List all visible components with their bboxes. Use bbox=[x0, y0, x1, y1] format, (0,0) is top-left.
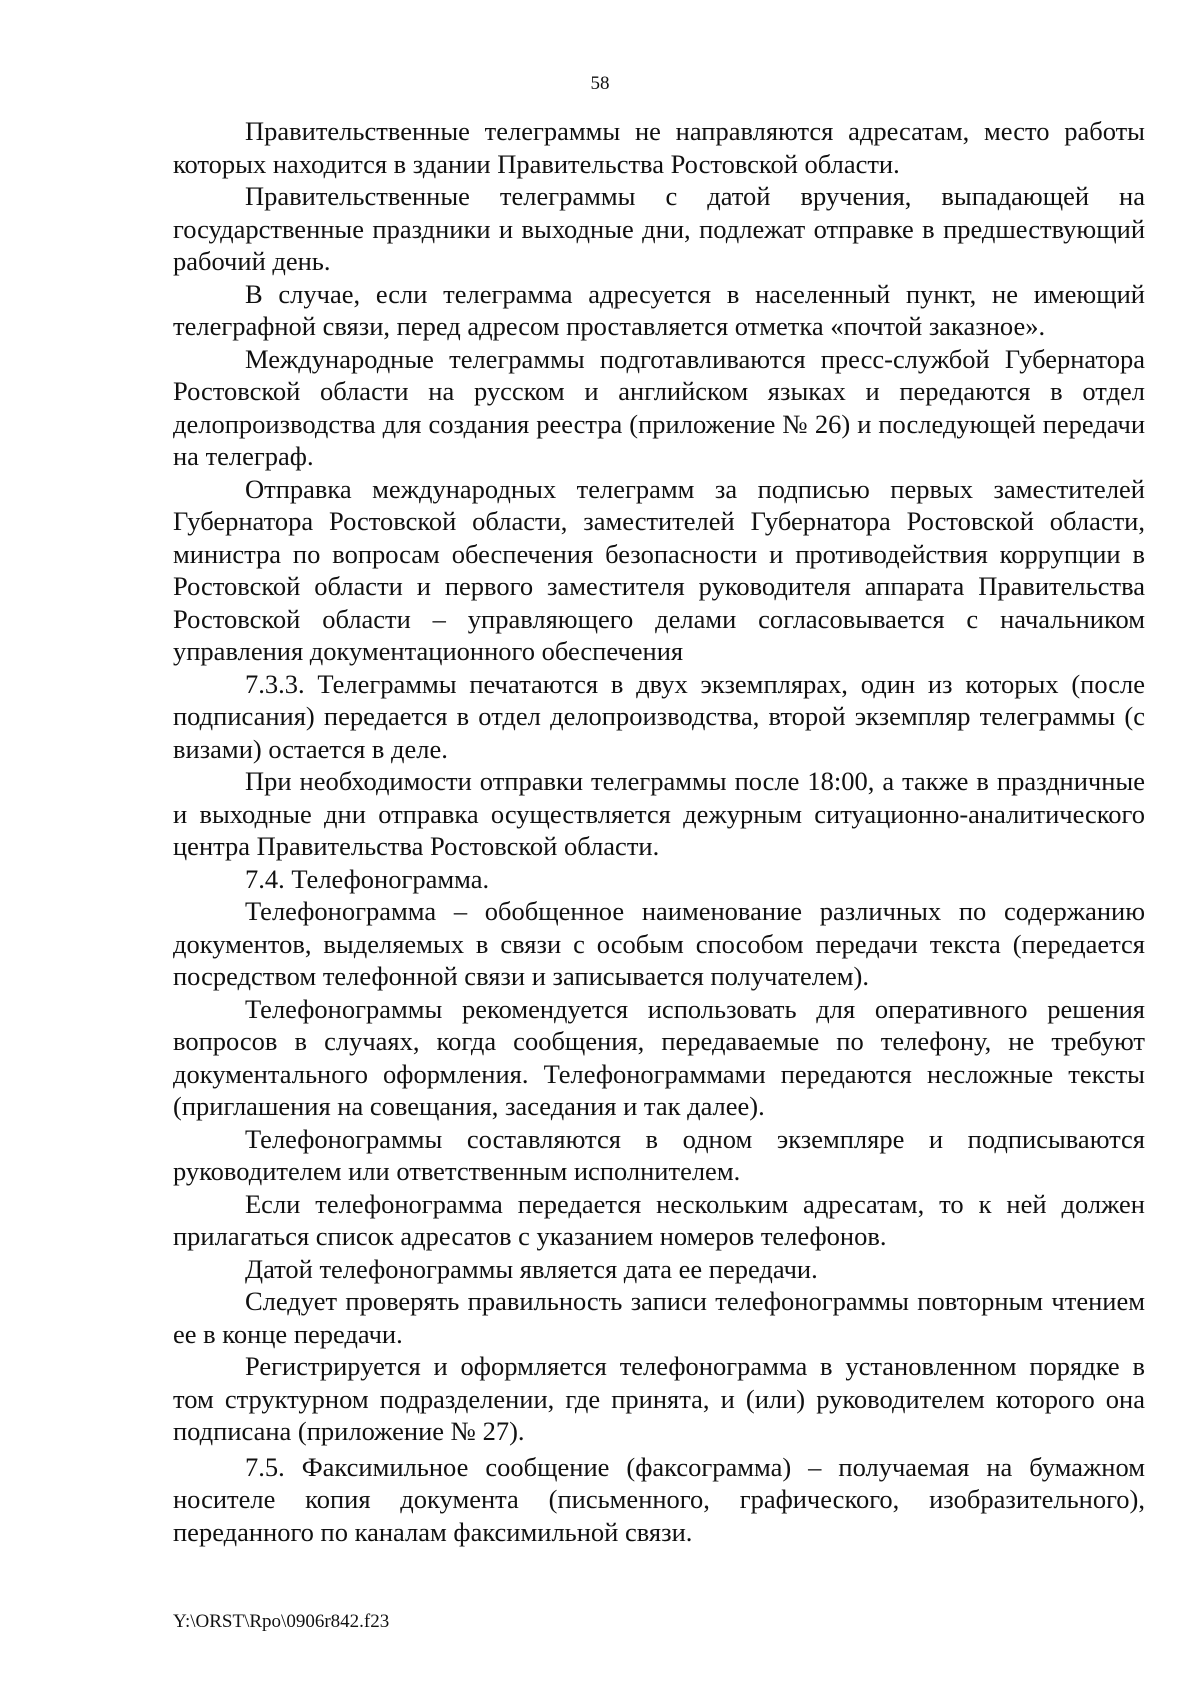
paragraph: Международные телеграммы подготавливаются пресс-службой Губернатора Ростовской области на русском и английском языках и передаются в отдел делопроизводства для создания реестра (приложение № 26) и последующей передачи на телеграф. bbox=[173, 343, 1145, 471]
paragraph: Датой телефонограммы является дата ее передачи. bbox=[245, 1253, 818, 1284]
paragraph: Телефонограммы составляются в одном экземпляре и подписываются руководителем или ответственным исполнителем. bbox=[173, 1123, 1145, 1186]
paragraph: 7.5. Факсимильное сообщение (факсограмма) – получаемая на бумажном носителе копия документа (письменного, графического, изобразительного), переданного по каналам факсимильной связи. bbox=[173, 1451, 1145, 1547]
paragraph: В случае, если телеграмма адресуется в населенный пункт, не имеющий телеграфной связи, перед адресом проставляется отметка «почтой заказное». bbox=[173, 278, 1145, 341]
paragraph: Следует проверять правильность записи телефонограммы повторным чтением ее в конце передачи. bbox=[173, 1286, 1145, 1349]
paragraph: Телефонограмма – обобщенное наименование различных по содержанию документов, выделяемых в связи с особым способом передачи текста (передается посредством телефонной связи и записывается получателем). bbox=[173, 896, 1145, 991]
document-body bbox=[173, 115, 1145, 1548]
paragraph: При необходимости отправки телеграммы после 18:00, а также в праздничные и выходные дни отправка осуществляется дежурным ситуационно-аналитического центра Правительства Ростовской области. bbox=[173, 766, 1145, 861]
paragraph: Правительственные телеграммы не направляются адресатам, место работы которых находится в здании Правительства Ростовской области. bbox=[173, 116, 1145, 179]
file-path-footer: Y:\ORST\Rpo\0906r842.f23 bbox=[173, 1611, 390, 1632]
paragraph: Если телефонограмма передается нескольким адресатам, то к ней должен прилагаться список адресатов с указанием номеров телефонов. bbox=[173, 1188, 1145, 1251]
page-number: 58 bbox=[590, 73, 610, 94]
paragraph: Отправка международных телеграмм за подписью первых заместителей Губернатора Ростовской области, заместителей Губернатора Ростовской области, министра по вопросам обеспечения безопасности и противодействия коррупции в Ростовской области и первого заместителя руководителя аппарата Правительства Ростовской области – управляющего делами согласовывается с начальником управления документационного обеспечения bbox=[173, 473, 1145, 666]
paragraph: 7.3.3. Телеграммы печатаются в двух экземплярах, один из которых (после подписания) передается в отдел делопроизводства, второй экземпляр телеграммы (с визами) остается в деле. bbox=[173, 668, 1145, 764]
paragraph: Телефонограммы рекомендуется использовать для оперативного решения вопросов в случаях, когда сообщения, передаваемые по телефону, не требуют документального оформления. Телефонограммами передаются несложные тексты (приглашения на совещания, заседания и так далее). bbox=[173, 993, 1145, 1121]
section-heading: 7.4. Телефонограмма. bbox=[245, 863, 490, 894]
paragraph: Регистрируется и оформляется телефонограмма в установленном порядке в том структурном подразделении, где принята, и (или) руководителем которого она подписана (приложение № 27). bbox=[173, 1351, 1145, 1446]
paragraph: Правительственные телеграммы с датой вручения, выпадающей на государственные праздники и выходные дни, подлежат отправке в предшествующий рабочий день. bbox=[173, 181, 1145, 276]
